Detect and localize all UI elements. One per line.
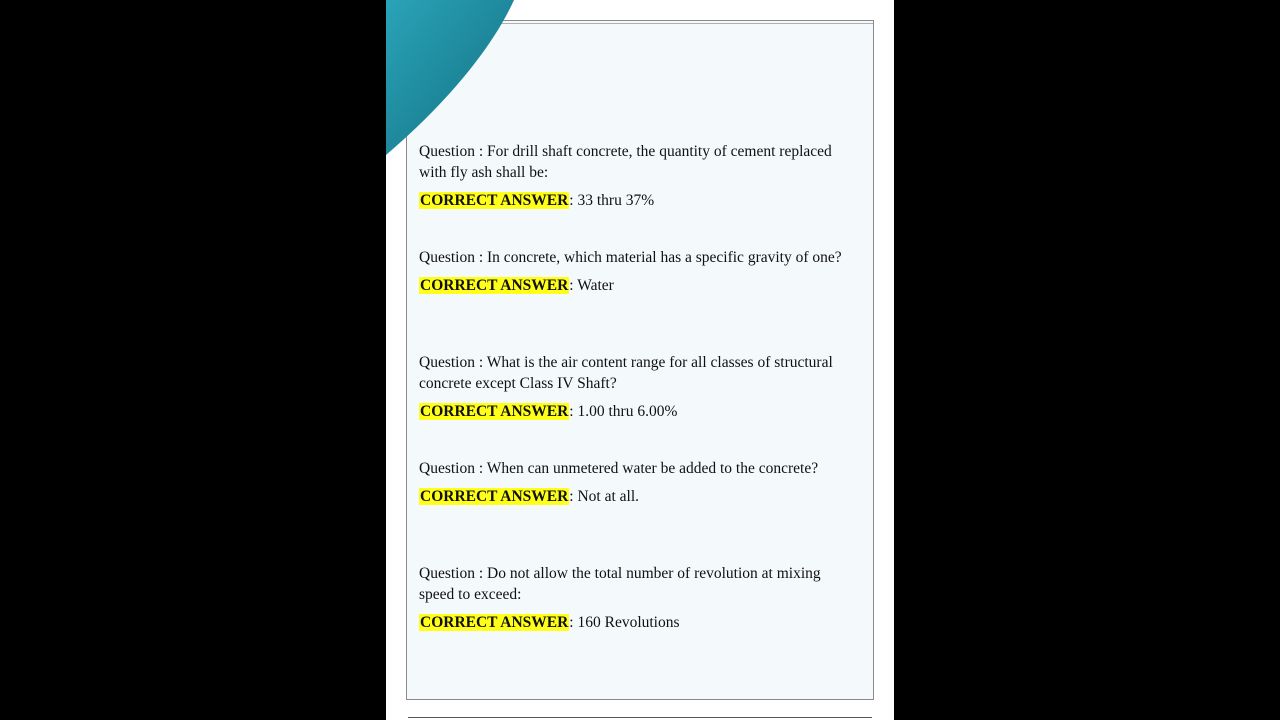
correct-answer-label: CORRECT ANSWER xyxy=(420,487,569,505)
answer-text: : 1.00 thru 6.00% xyxy=(569,403,678,420)
answer-text: : 33 thru 37% xyxy=(569,192,655,209)
answer-text: : Water xyxy=(569,276,614,294)
answer-row xyxy=(419,190,849,211)
qa-item xyxy=(419,141,849,247)
question-text: Question : What is the air content range for all classes of structural concrete except Class IV Shaft? xyxy=(419,354,833,392)
answer-text: : 160 Revolutions xyxy=(569,614,680,631)
correct-answer-label: CORRECT ANSWER xyxy=(420,614,569,631)
document-page xyxy=(386,0,894,720)
answer-row xyxy=(419,275,849,296)
qa-item xyxy=(419,352,849,458)
question-text: Question : For drill shaft concrete, the quantity of cement replaced with fly ash shall be: xyxy=(419,143,832,181)
question-text: Question : Do not allow the total number of revolution at mixing speed to exceed: xyxy=(419,565,821,603)
qa-item xyxy=(419,563,849,669)
next-page-rule xyxy=(408,717,872,718)
question-text: Question : When can unmetered water be added to the concrete? xyxy=(419,459,819,477)
answer-row xyxy=(419,486,849,507)
answer-row xyxy=(419,612,849,633)
qa-list xyxy=(419,141,849,669)
qa-item xyxy=(419,458,849,564)
qa-item xyxy=(419,247,849,353)
answer-row xyxy=(419,401,849,422)
decorative-teal-swoosh xyxy=(386,0,526,160)
answer-text: : Not at all. xyxy=(569,487,640,505)
question-text: Question : In concrete, which material has a specific gravity of one? xyxy=(419,248,842,266)
correct-answer-label: CORRECT ANSWER xyxy=(420,276,569,294)
correct-answer-label: CORRECT ANSWER xyxy=(420,403,569,420)
correct-answer-label: CORRECT ANSWER xyxy=(420,192,569,209)
